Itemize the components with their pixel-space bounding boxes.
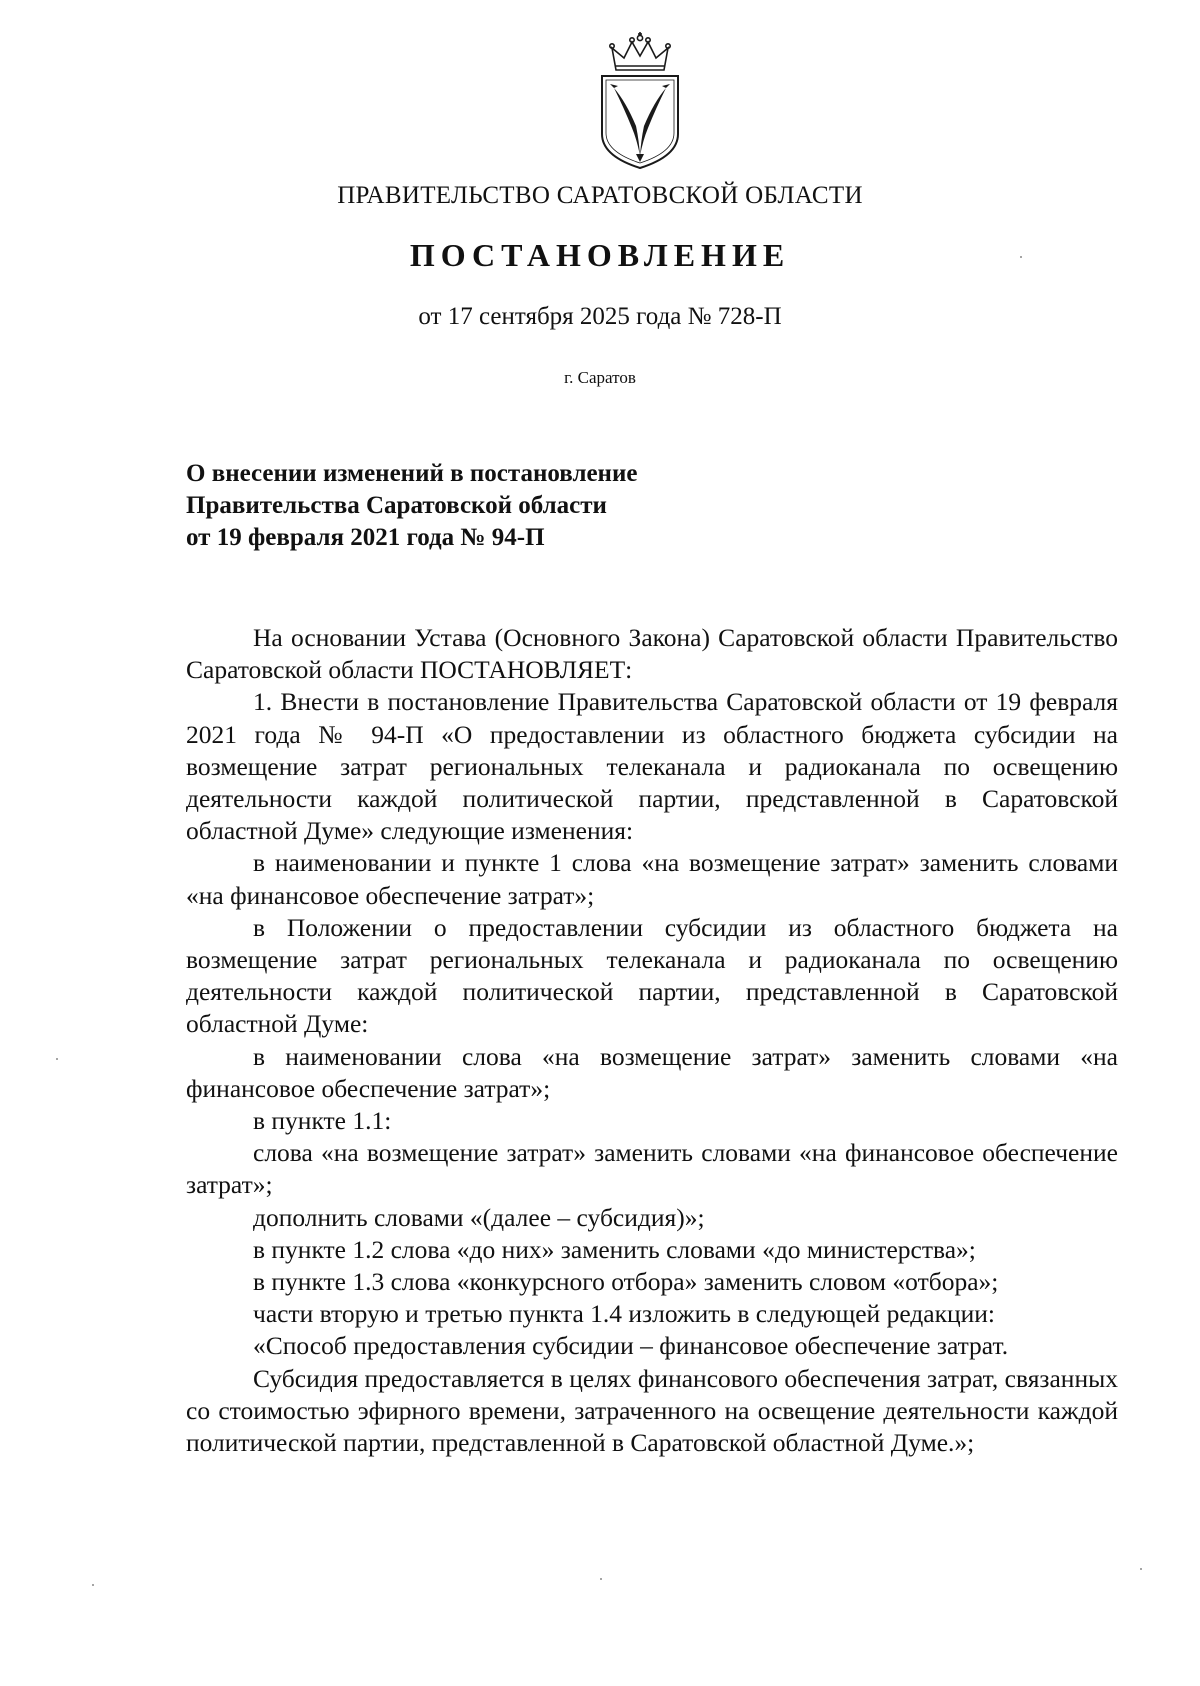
subject-line: О внесении изменений в постановление bbox=[186, 460, 638, 487]
body-paragraph: На основании Устава (Основного Закона) Саратовской области Правительство Саратовской области ПОСТАНОВЛЯЕТ: bbox=[186, 623, 1118, 685]
body-paragraph: в пункте 1.1: bbox=[253, 1106, 392, 1136]
document-type: ПОСТАНОВЛЕНИЕ bbox=[409, 237, 791, 273]
body-paragraph: части вторую и третью пункта 1.4 изложить в следующей редакции: bbox=[253, 1299, 996, 1329]
body-paragraph: дополнить словами «(далее – субсидия)»; bbox=[253, 1202, 705, 1232]
document-city: г. Саратов bbox=[564, 368, 636, 387]
scan-speck bbox=[92, 1584, 94, 1586]
body-paragraph: слова «на возмещение затрат» заменить словами «на финансовое обеспечение затрат»; bbox=[186, 1138, 1118, 1200]
government-name: ПРАВИТЕЛЬСТВО САРАТОВСКОЙ ОБЛАСТИ bbox=[337, 182, 863, 209]
scan-speck bbox=[56, 1058, 58, 1060]
scan-speck bbox=[1140, 1568, 1142, 1570]
subject-line: Правительства Саратовской области bbox=[186, 492, 607, 519]
body-paragraph: Субсидия предоставляется в целях финансового обеспечения затрат, связанных со стоимостью эфирного времени, затраченного на освещение деятельности каждой политической партии, представленной в Саратовской областной Думе.»; bbox=[186, 1363, 1118, 1458]
subject-line: от 19 февраля 2021 года № 94-П bbox=[186, 524, 545, 551]
document-body bbox=[186, 622, 1118, 1459]
body-paragraph: 1. Внести в постановление Правительства Саратовской области от 19 февраля 2021 года № 94-П «О предоставлении из областного бюджета субсидии на возмещение затрат региональных телеканала и радиоканала по освещению деятельности каждой политической партии, представленной в Саратовской областной Думе» следующие изменения: bbox=[186, 687, 1118, 846]
body-paragraph: в Положении о предоставлении субсидии из областного бюджета на возмещение затрат региональных телеканала и радиоканала по освещению деятельности каждой политической партии, представленной в Саратовской областной Думе: bbox=[186, 912, 1118, 1039]
scan-speck bbox=[600, 1578, 602, 1580]
body-paragraph: в наименовании слова «на возмещение затрат» заменить словами «на финансовое обеспечение затрат»; bbox=[186, 1041, 1118, 1103]
scan-speck bbox=[1020, 256, 1022, 258]
document-date-number: от 17 сентября 2025 года № 728-П bbox=[418, 303, 782, 330]
coat-of-arms-icon bbox=[592, 30, 688, 170]
document-subject bbox=[186, 458, 786, 554]
body-paragraph: «Способ предоставления субсидии – финансовое обеспечение затрат. bbox=[253, 1331, 1009, 1361]
body-paragraph: в пункте 1.3 слова «конкурсного отбора» заменить словом «отбора»; bbox=[253, 1267, 999, 1297]
body-paragraph: в наименовании и пункте 1 слова «на возмещение затрат» заменить словами «на финансовое обеспечение затрат»; bbox=[186, 848, 1118, 910]
body-paragraph: в пункте 1.2 слова «до них» заменить словами «до министерства»; bbox=[253, 1234, 976, 1264]
